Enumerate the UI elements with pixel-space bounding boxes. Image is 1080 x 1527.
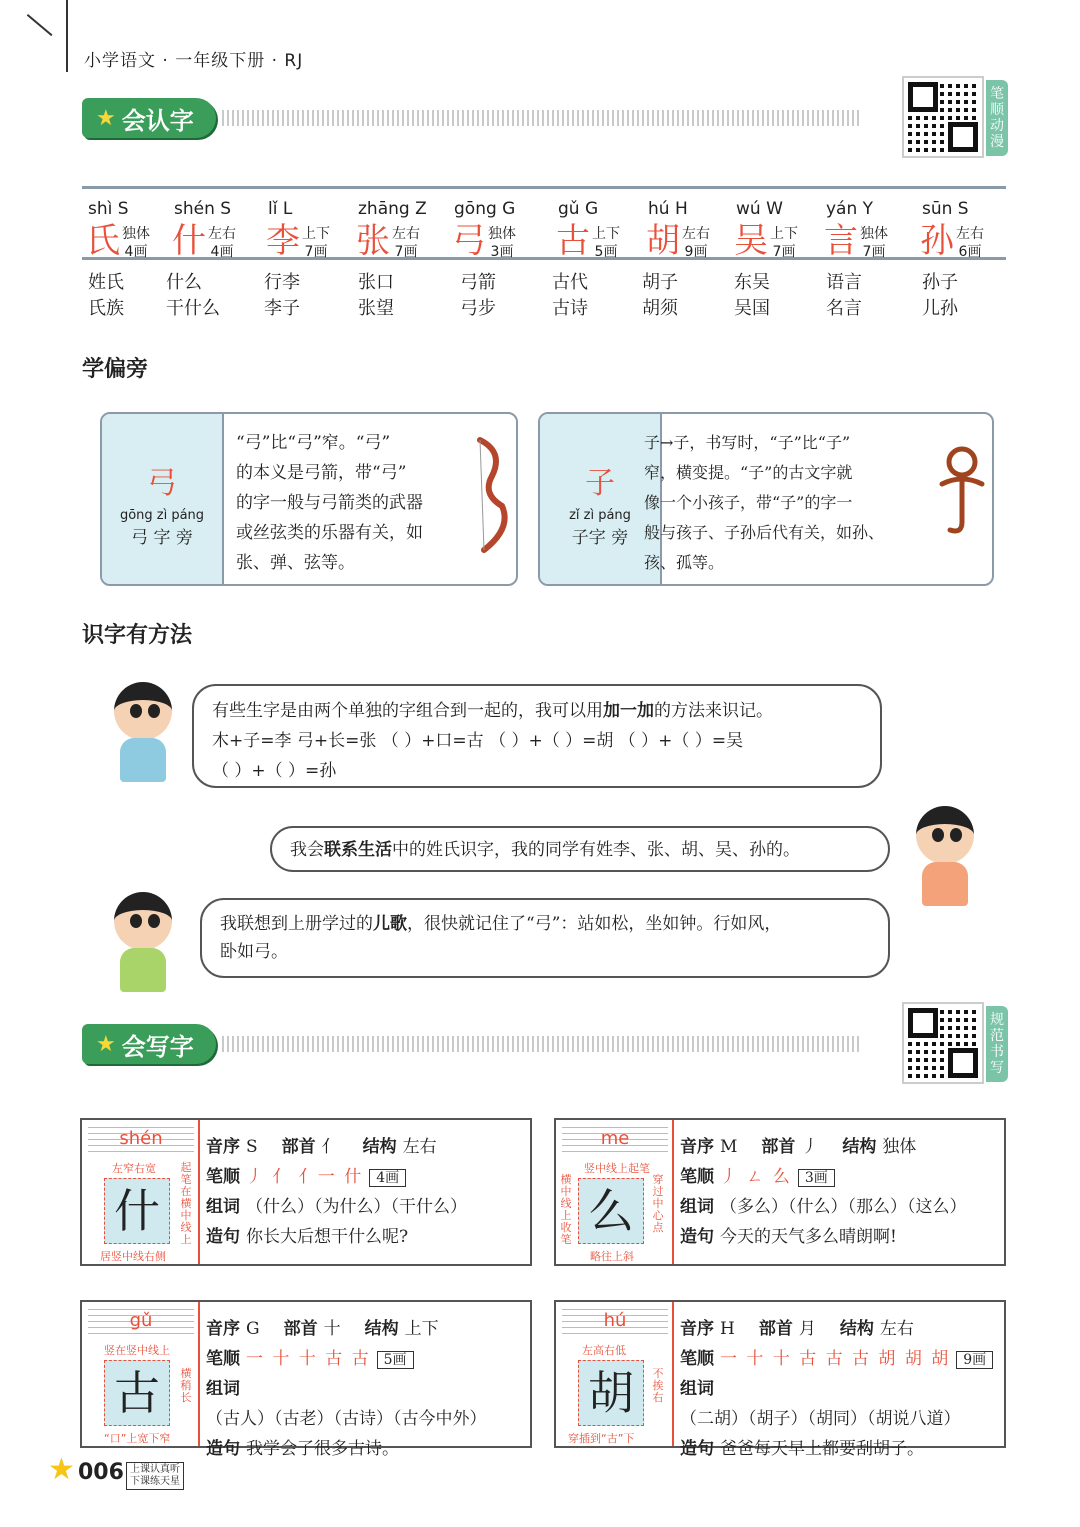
char-cell bbox=[168, 195, 260, 259]
card-pinyin: gǔ bbox=[88, 1308, 194, 1334]
word-list: 张口 张望 bbox=[358, 272, 394, 319]
char-cell bbox=[916, 195, 1008, 259]
tip-right: 起笔在横中线上 bbox=[180, 1161, 192, 1246]
char-pinyin: zhāng Z bbox=[358, 199, 427, 219]
char-pinyin: gǔ G bbox=[558, 199, 599, 219]
speech-bubble-song: 我联想到上册学过的儿歌，很快就记住了“弓”：站如松，坐如钟。行如风， 卧如弓。 bbox=[200, 898, 890, 978]
char-cell bbox=[82, 195, 174, 259]
tip-bottom: 穿插到“古”下 bbox=[568, 1432, 635, 1445]
qr-code-icon[interactable] bbox=[904, 78, 982, 156]
section-banner-read bbox=[82, 96, 862, 140]
tip-right: 穿过中心点 bbox=[652, 1173, 664, 1234]
bow-illustration-icon bbox=[474, 436, 514, 554]
card-pinyin: hú bbox=[562, 1308, 668, 1334]
boy-glasses-avatar bbox=[106, 892, 180, 992]
char-meta: 左右 9画 bbox=[682, 226, 710, 260]
word-list: 什么 干什么 bbox=[166, 272, 220, 319]
section-title-write: 会写字 bbox=[121, 1032, 194, 1061]
radical-pinyin: zǐ zì páng bbox=[569, 508, 631, 523]
writing-grid bbox=[82, 1120, 200, 1264]
char-meta: 独体 3画 bbox=[488, 226, 516, 260]
radical-name: 子字 旁 bbox=[571, 528, 629, 548]
tip-top: 竖中线上起笔 bbox=[584, 1162, 650, 1175]
card-info: 音序 S 部首 亻 结构 左右 笔顺 丿 亻 亻一 什 4画 组词 （什么）（为什么）（干什么） 造句 你长大后想干什么呢? bbox=[206, 1137, 467, 1247]
qr-label-read: 笔顺动漫 bbox=[986, 80, 1008, 156]
radical-card-gong bbox=[100, 412, 518, 586]
boy-avatar bbox=[106, 682, 180, 782]
word-list: 姓氏 氏族 bbox=[88, 272, 124, 319]
card-char: 什 bbox=[104, 1178, 170, 1244]
card-char: 古 bbox=[104, 1360, 170, 1426]
radical-label bbox=[102, 414, 224, 584]
page-slogan: 上课认真听 下课练天星 bbox=[126, 1462, 184, 1490]
qr-code-icon[interactable] bbox=[904, 1004, 982, 1082]
char-glyph: 什 bbox=[172, 221, 206, 261]
word-list: 东吴 吴国 bbox=[734, 272, 770, 319]
methods-heading: 识字有方法 bbox=[82, 623, 193, 648]
char-meta: 上下 5画 bbox=[592, 226, 620, 260]
tip-bottom: “口”上宽下窄 bbox=[104, 1432, 171, 1445]
tip-left: 横中线上收笔 bbox=[560, 1173, 572, 1246]
char-meta: 上下 7画 bbox=[770, 226, 798, 260]
star-icon: ★ bbox=[96, 1031, 116, 1057]
card-info: 音序 H 部首 月 结构 左右 笔顺 一 十 十 古 古 古 胡 胡 胡 9画 组词（二胡）（胡子）（胡同）（胡说八道） 造句 爸爸每天早上都要刮胡子。 bbox=[680, 1314, 1000, 1464]
writing-grid bbox=[556, 1302, 674, 1446]
char-meta: 左右 6画 bbox=[956, 226, 984, 260]
char-glyph: 言 bbox=[824, 221, 858, 261]
char-glyph: 吴 bbox=[734, 221, 768, 261]
char-glyph: 张 bbox=[356, 221, 390, 261]
tip-bottom: 略往上斜 bbox=[590, 1250, 634, 1263]
girl-avatar bbox=[908, 806, 982, 906]
char-cell bbox=[730, 195, 822, 259]
radical-name: 弓 字 旁 bbox=[131, 528, 193, 548]
word-list: 行李 李子 bbox=[264, 272, 300, 319]
char-meta: 左右 4画 bbox=[208, 226, 236, 260]
radical-glyph: 子 bbox=[585, 466, 615, 501]
char-cell bbox=[352, 195, 444, 259]
section-banner-write bbox=[82, 1022, 862, 1066]
word-list: 弓箭 弓步 bbox=[460, 272, 496, 319]
char-glyph: 弓 bbox=[452, 221, 486, 261]
writing-grid bbox=[82, 1302, 200, 1446]
char-pinyin: shì S bbox=[88, 199, 129, 219]
tip-bottom: 居竖中线右侧 bbox=[100, 1250, 166, 1263]
card-pinyin: me bbox=[562, 1126, 668, 1152]
banner-stripe bbox=[222, 1036, 862, 1052]
writing-card bbox=[554, 1300, 1006, 1459]
radicals-heading: 学偏旁 bbox=[82, 357, 149, 382]
tip-right: 横稍长 bbox=[180, 1367, 192, 1404]
card-char: 胡 bbox=[578, 1360, 644, 1426]
char-pinyin: wú W bbox=[736, 199, 783, 219]
char-meta: 独体 7画 bbox=[860, 226, 888, 260]
speech-bubble-surnames: 我会联系生活中的姓氏识字，我的同学有姓李、张、胡、吴、孙的。 bbox=[270, 826, 890, 872]
corner-decoration bbox=[28, 0, 68, 72]
char-pinyin: hú H bbox=[648, 199, 688, 219]
char-glyph: 李 bbox=[266, 221, 300, 261]
word-list: 古代 古诗 bbox=[552, 272, 588, 319]
tip-top: 左窄右宽 bbox=[112, 1162, 156, 1175]
char-glyph: 胡 bbox=[646, 221, 680, 261]
book-title: 小学语文 · 一年级下册 · RJ bbox=[84, 51, 304, 71]
char-pinyin: shén S bbox=[174, 199, 232, 219]
char-pinyin: yán Y bbox=[826, 199, 874, 219]
writing-grid bbox=[556, 1120, 674, 1264]
radical-card-zi bbox=[538, 412, 994, 586]
char-pinyin: lǐ L bbox=[268, 199, 293, 219]
recognize-char-row bbox=[82, 186, 1006, 260]
char-glyph: 孙 bbox=[920, 221, 954, 261]
writing-card bbox=[554, 1118, 1006, 1266]
char-pinyin: gōng G bbox=[454, 199, 516, 219]
tip-right: 不挨右 bbox=[652, 1367, 664, 1404]
char-cell bbox=[820, 195, 912, 259]
ancient-zi-glyph-icon bbox=[936, 444, 988, 540]
word-list: 语言 名言 bbox=[826, 272, 862, 319]
tip-top: 左高右低 bbox=[582, 1344, 626, 1357]
qr-label-write: 规范书写 bbox=[986, 1006, 1008, 1082]
writing-card bbox=[80, 1118, 532, 1266]
card-char: 么 bbox=[578, 1178, 644, 1244]
section-title-read: 会认字 bbox=[121, 106, 194, 135]
writing-card bbox=[80, 1300, 532, 1459]
char-pinyin: sūn S bbox=[922, 199, 969, 219]
card-info: 音序 M 部首 丿 结构 独体 笔顺 丿 ㄥ 么 3画 组词 （多么）（什么）（那么）（这么） 造句 今天的天气多么晴朗啊! bbox=[680, 1137, 967, 1247]
word-list: 孙子 儿孙 bbox=[922, 272, 958, 319]
radical-pinyin: gōng zì páng bbox=[119, 508, 205, 523]
char-cell bbox=[642, 195, 734, 259]
card-pinyin: shén bbox=[88, 1126, 194, 1152]
speech-bubble-add-method: 有些生字是由两个单独的字组合到一起的，我可以用加一加的方法来识记。 木+子=李 弓+长=张 （ ）+口=古 （ ）+（ ）=胡 （ ）+（ ）=吴 （ ）+（ ）=孙 bbox=[192, 684, 882, 788]
banner-stripe bbox=[222, 110, 862, 126]
char-cell bbox=[262, 195, 354, 259]
char-meta: 左右 7画 bbox=[392, 226, 420, 260]
radical-description: “弓”比“弓”窄。“弓” 的本义是弓箭，带“弓” 的字一般与弓箭类的武器 或丝弦类的乐器有关，如 张、弹、弦等。 bbox=[236, 433, 423, 573]
char-glyph: 古 bbox=[556, 221, 590, 261]
page-number: 006 bbox=[78, 1460, 124, 1485]
char-cell bbox=[552, 195, 644, 259]
word-list: 胡子 胡须 bbox=[642, 272, 678, 319]
card-info: 音序 G 部首 十 结构 上下 笔顺 一 十 十 古 古 5画 组词（古人）（古老）（古诗）（古今中外） 造句 我学会了很多古诗。 bbox=[206, 1319, 487, 1459]
radical-description: 子→子，书写时，“子”比“子” 窄，横变提。“子”的古文字就 像一个小孩子，带“子”的字一 般与孩子、子孙后代有关，如孙、 孩、孤等。 bbox=[644, 433, 885, 572]
char-cell bbox=[448, 195, 540, 259]
star-icon: ★ bbox=[48, 1452, 75, 1487]
char-meta: 独体 4画 bbox=[122, 226, 150, 260]
char-glyph: 氏 bbox=[86, 221, 120, 261]
tip-top: 竖在竖中线上 bbox=[104, 1344, 170, 1357]
star-icon: ★ bbox=[96, 105, 116, 131]
radical-glyph: 弓 bbox=[147, 466, 177, 501]
char-meta: 上下 7画 bbox=[302, 226, 330, 260]
